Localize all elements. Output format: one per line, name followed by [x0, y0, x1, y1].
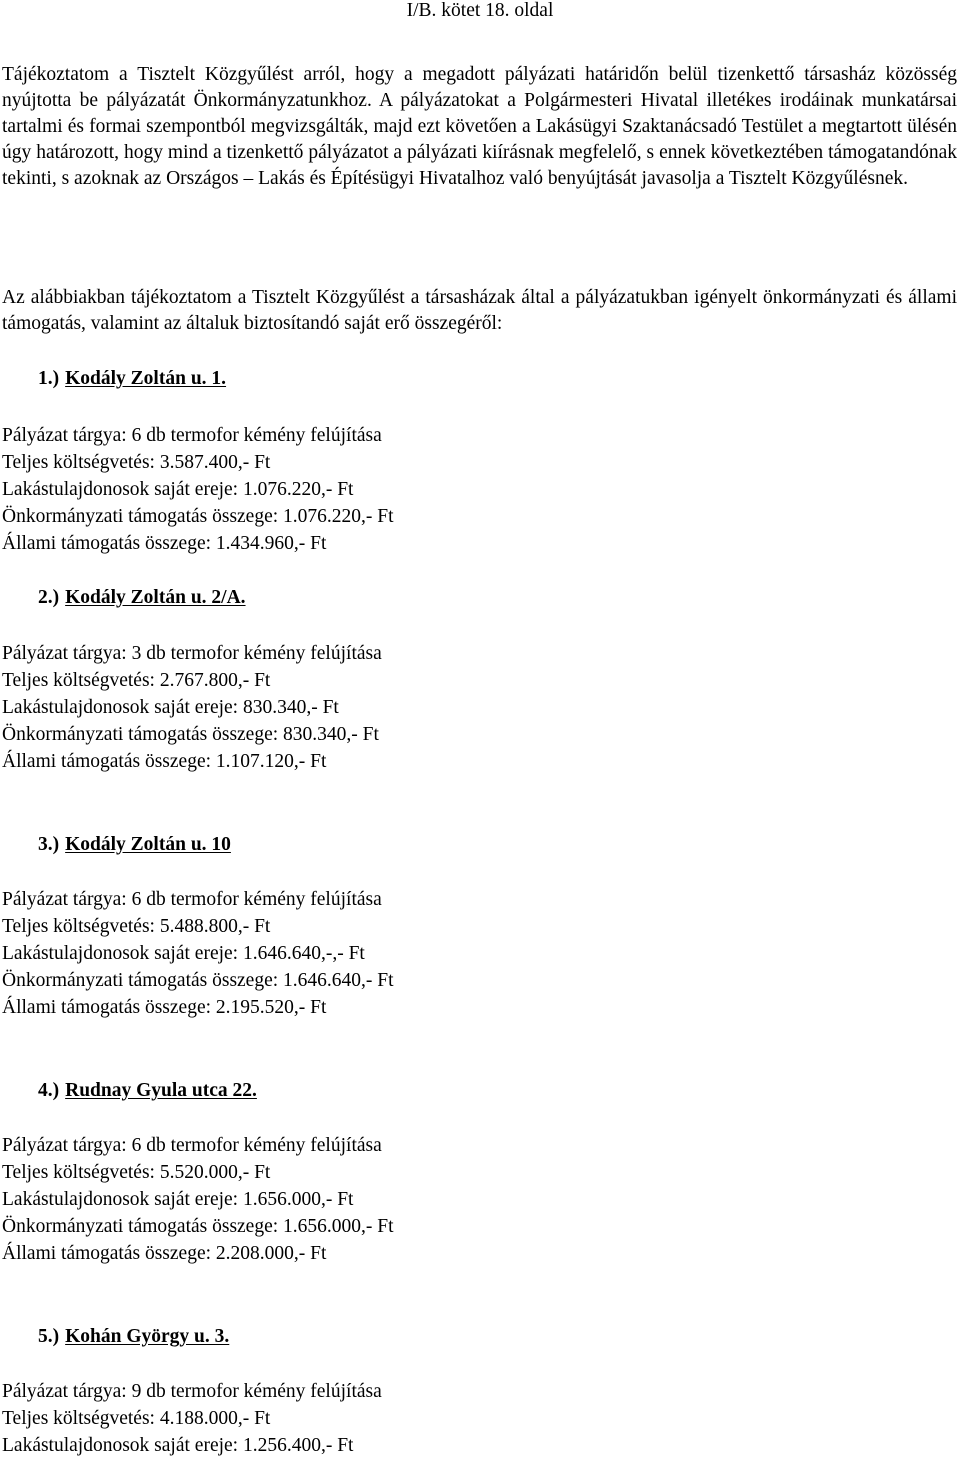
- detail-line: Teljes költségvetés: 4.188.000,- Ft: [2, 1408, 271, 1429]
- section-number: 1.): [38, 368, 60, 389]
- detail-line: Pályázat tárgya: 6 db termofor kémény felújítása: [2, 425, 382, 446]
- detail-line: Önkormányzati támogatás összege: 1.646.640,- Ft: [2, 970, 394, 991]
- section-details: [2, 886, 394, 1021]
- section-heading: [38, 832, 231, 858]
- section-details: [2, 422, 394, 557]
- section-details: [2, 1378, 382, 1459]
- section-heading: [38, 1324, 229, 1350]
- section-address: Kodály Zoltán u. 1.: [65, 368, 227, 389]
- detail-line: Lakástulajdonosok saját ereje: 1.646.640,-,- Ft: [2, 943, 365, 964]
- detail-line: Pályázat tárgya: 9 db termofor kémény felújítása: [2, 1381, 382, 1402]
- section-details: [2, 1132, 394, 1267]
- section-number: 5.): [38, 1326, 60, 1347]
- detail-line: Lakástulajdonosok saját ereje: 1.656.000,- Ft: [2, 1189, 354, 1210]
- detail-line: Állami támogatás összege: 2.195.520,- Ft: [2, 997, 327, 1018]
- section-address: Kodály Zoltán u. 10: [65, 834, 231, 855]
- section-address: Kohán György u. 3.: [65, 1326, 230, 1347]
- detail-line: Teljes költségvetés: 5.488.800,- Ft: [2, 916, 271, 937]
- detail-line: Pályázat tárgya: 6 db termofor kémény felújítása: [2, 1135, 382, 1156]
- detail-line: Önkormányzati támogatás összege: 1.076.220,- Ft: [2, 506, 394, 527]
- page-header: I/B. kötet 18. oldal: [406, 0, 554, 21]
- section-address: Rudnay Gyula utca 22.: [65, 1080, 257, 1101]
- detail-line: Állami támogatás összege: 1.107.120,- Ft: [2, 751, 327, 772]
- detail-line: Teljes költségvetés: 2.767.800,- Ft: [2, 670, 271, 691]
- section-number: 4.): [38, 1080, 60, 1101]
- section-heading: [38, 585, 246, 611]
- section-number: 2.): [38, 587, 60, 608]
- detail-line: Pályázat tárgya: 3 db termofor kémény felújítása: [2, 643, 382, 664]
- detail-line: Teljes költségvetés: 5.520.000,- Ft: [2, 1162, 271, 1183]
- detail-line: Pályázat tárgya: 6 db termofor kémény felújítása: [2, 889, 382, 910]
- detail-line: Állami támogatás összege: 1.434.960,- Ft: [2, 533, 327, 554]
- detail-line: Lakástulajdonosok saját ereje: 1.076.220,- Ft: [2, 479, 354, 500]
- detail-line: Önkormányzati támogatás összege: 830.340,- Ft: [2, 724, 379, 745]
- detail-line: Állami támogatás összege: 2.208.000,- Ft: [2, 1243, 327, 1264]
- summary-paragraph: Az alábbiakban tájékoztatom a Tisztelt Közgyűlést a társasházak által a pályázatukban igényelt önkormányzati és állami támogatás, valamint az általuk biztosítandó saját erő összegéről:: [2, 287, 957, 334]
- detail-line: Önkormányzati támogatás összege: 1.656.000,- Ft: [2, 1216, 394, 1237]
- section-heading: [38, 366, 226, 392]
- detail-line: Teljes költségvetés: 3.587.400,- Ft: [2, 452, 271, 473]
- section-address: Kodály Zoltán u. 2/A.: [65, 587, 246, 608]
- intro-paragraph: Tájékoztatom a Tisztelt Közgyűlést arról, hogy a megadott pályázati határidőn belül tizenkettő társasház közösség nyújtotta be pályázatát Önkormányzatunkhoz. A pályázatokat a Polgármesteri Hivatal illetékes irodáinak munkatársai tartalmi és formai szempontból megvizsgálták, majd ezt követően a Lakásügyi Szaktanácsadó Testület a megtartott ülésén úgy határozott, hogy mind a tizenkettő pályázatot a pályázati kiírásnak megfelelő, s ennek következtében támogatandónak tekinti, s azoknak az Országos – Lakás és Építésügyi Hivatalhoz való benyújtását javasolja a Tisztelt Közgyűlésnek.: [2, 64, 957, 189]
- detail-line: Lakástulajdonosok saját ereje: 830.340,- Ft: [2, 697, 339, 718]
- section-heading: [38, 1078, 257, 1104]
- section-number: 3.): [38, 834, 60, 855]
- section-details: [2, 640, 382, 775]
- detail-line: Lakástulajdonosok saját ereje: 1.256.400,- Ft: [2, 1435, 354, 1456]
